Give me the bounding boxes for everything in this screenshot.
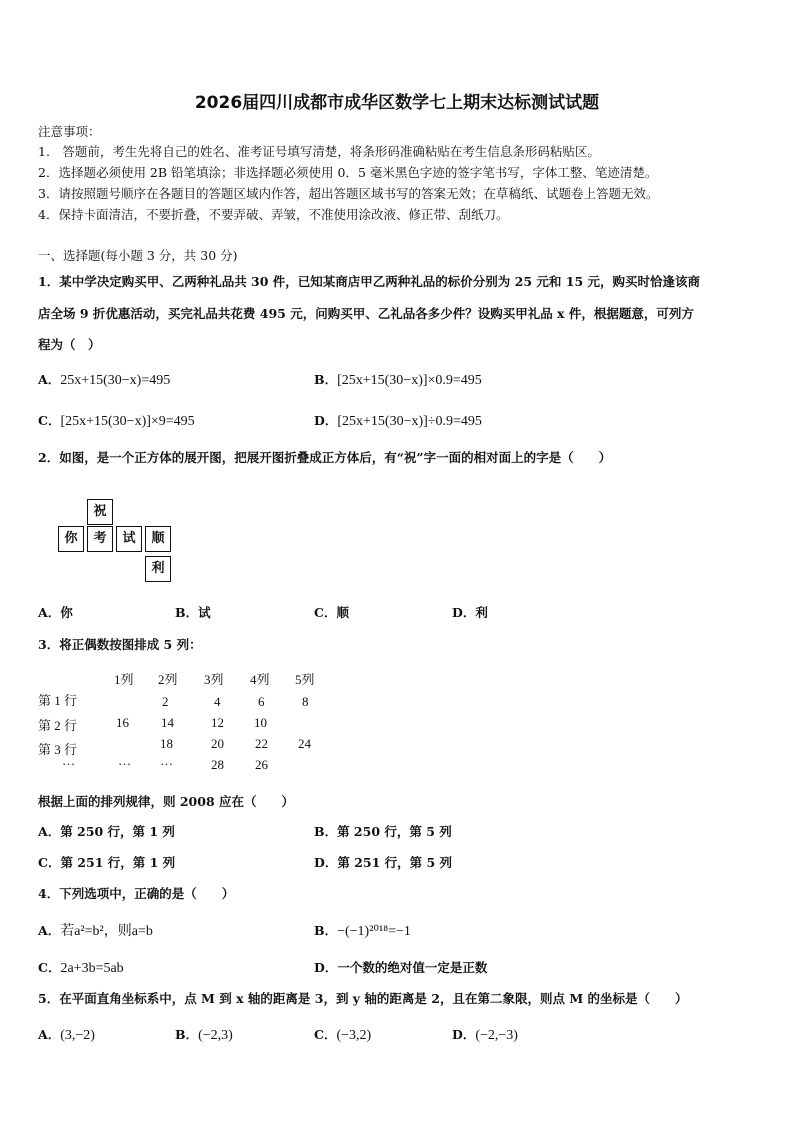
q3-option-a (38, 822, 175, 840)
option-text: 你 (60, 605, 73, 620)
option-text: [25x+15(30−x)]×9=495 (60, 414, 195, 429)
notice-item: 3．请按照题号顺序在各题目的答题区域内作答，超出答题区域书写的答案无效；在草稿纸、试题卷上答题无效。 (38, 186, 659, 201)
option-text: 25x+15(30−x)=495 (60, 373, 171, 388)
net-face-bottom: 利 (145, 556, 171, 582)
q5-option-b (175, 1024, 233, 1044)
q2-option-c (314, 603, 349, 621)
net-face-top: 祝 (87, 499, 113, 525)
q3-option-c (38, 853, 175, 871)
table-header: 3列 (204, 672, 224, 687)
table-cell: 8 (302, 694, 309, 709)
notice-item: 4．保持卡面清洁，不要折叠，不要弄破、弄皱，不准使用涂改液、修正带、刮纸刀。 (38, 207, 509, 222)
q4-option-a (38, 920, 153, 940)
table-cell: 20 (211, 736, 224, 751)
q2-option-d (452, 603, 488, 621)
option-text: [25x+15(30−x)]×0.9=495 (337, 373, 482, 388)
table-cell: 16 (116, 715, 129, 730)
q3-option-b (314, 822, 452, 840)
option-text: (−2,3) (198, 1028, 233, 1043)
row-label: … (62, 753, 75, 768)
option-label: C． (314, 1027, 337, 1042)
option-label: C． (314, 605, 337, 620)
option-text: 第 251 行，第 1 列 (60, 855, 176, 870)
table-header: 2列 (158, 672, 178, 687)
q1-option-c (38, 410, 195, 430)
option-text: (−2,−3) (475, 1028, 518, 1043)
q1-option-d (314, 410, 482, 430)
option-text: 试 (198, 605, 211, 620)
table-cell: 26 (255, 757, 268, 772)
option-label: B． (314, 923, 338, 938)
q3-text: 3．将正偶数按图排成 5 列： (38, 637, 202, 652)
q2-option-a (38, 603, 73, 621)
option-label: B． (175, 605, 199, 620)
q1-line: 店全场 9 折优惠活动，买完礼品共花费 495 元，问购买甲、乙礼品各多少件？设购买甲礼品 x 件，根据题意，可列方 (38, 306, 694, 321)
table-cell: 18 (160, 736, 173, 751)
option-text: [25x+15(30−x)]÷0.9=495 (337, 414, 482, 429)
q4-text: 4．下列选项中，正确的是（ ） (38, 886, 235, 901)
q5-text: 5．在平面直角坐标系中，点 M 到 x 轴的距离是 3，到 y 轴的距离是 2，且在第二象限，则点 M 的坐标是（ ） (38, 991, 688, 1006)
q1-line: 程为（ ） (38, 337, 101, 352)
table-cell: 4 (214, 694, 221, 709)
q4-option-d (314, 958, 487, 976)
option-label: C． (38, 855, 61, 870)
option-label: D． (314, 960, 338, 975)
table-header: 5列 (295, 672, 315, 687)
table-cell: 2 (162, 694, 169, 709)
option-text: 第 250 行，第 1 列 (60, 824, 175, 839)
q5-option-d (452, 1024, 518, 1044)
table-header: 1列 (114, 672, 134, 687)
q3-option-d (314, 853, 452, 871)
option-label: C． (38, 960, 61, 975)
table-cell: … (160, 753, 173, 768)
q1-option-b (314, 369, 482, 389)
option-text: 若a²=b²，则a=b (60, 924, 153, 939)
option-label: A． (38, 605, 61, 620)
q5-option-c (314, 1024, 371, 1044)
option-label: A． (38, 372, 61, 387)
notice-item: 1. 答题前，考生先将自己的姓名、准考证号填写清楚，将条形码准确粘贴在考生信息条形码粘贴区。 (38, 144, 600, 159)
notice-heading: 注意事项： (38, 124, 101, 139)
option-label: A． (38, 923, 61, 938)
net-face: 顺 (145, 526, 171, 552)
option-text: 顺 (336, 605, 349, 620)
row-label: 第 2 行 (38, 718, 78, 733)
q1-line: 1．某中学决定购买甲、乙两种礼品共 30 件，已知某商店甲乙两种礼品的标价分别为 25 元和 15 元，购买时恰逢该商 (38, 274, 700, 289)
option-label: D． (314, 855, 338, 870)
table-cell: 28 (211, 757, 224, 772)
q4-option-b (314, 920, 411, 940)
option-label: D． (452, 1027, 476, 1042)
table-cell: … (118, 753, 131, 768)
option-text: 第 250 行，第 5 列 (337, 824, 452, 839)
option-label: B． (314, 824, 338, 839)
option-label: A． (38, 1027, 61, 1042)
option-text: 第 251 行，第 5 列 (337, 855, 453, 870)
q1-option-a (38, 369, 170, 389)
net-face: 考 (87, 526, 113, 552)
option-text: 利 (475, 605, 488, 620)
table-cell: 14 (161, 715, 174, 730)
q4-option-c (38, 957, 124, 977)
table-cell: 10 (254, 715, 267, 730)
option-text: (3,−2) (60, 1028, 95, 1043)
row-label: 第 1 行 (38, 693, 78, 708)
option-label: B． (175, 1027, 199, 1042)
section-heading: 一、选择题(每小题 3 分，共 30 分) (38, 248, 238, 263)
q2-option-b (175, 603, 211, 621)
option-label: D． (314, 413, 338, 428)
option-text: −(−1)²⁰¹⁸=−1 (337, 924, 411, 939)
q3-question: 根据上面的排列规律，则 2008 应在（ ） (38, 794, 294, 809)
table-cell: 22 (255, 736, 268, 751)
q5-option-a (38, 1024, 95, 1044)
option-text: 一个数的绝对值一定是正数 (337, 960, 488, 975)
table-header: 4列 (250, 672, 270, 687)
option-label: D． (452, 605, 476, 620)
row-label: 第 3 行 (38, 742, 78, 757)
page-title: 2026届四川成都市成华区数学七上期末达标测试试题 (194, 93, 600, 113)
option-label: C． (38, 413, 61, 428)
option-text: 2a+3b=5ab (60, 961, 124, 976)
table-cell: 12 (211, 715, 224, 730)
q2-text: 2．如图，是一个正方体的展开图，把展开图折叠成正方体后，有“祝”字一面的相对面上的字是（ ） (38, 450, 612, 465)
option-text: (−3,2) (336, 1028, 372, 1043)
notice-item: 2．选择题必须使用 2B 铅笔填涂；非选择题必须使用 0．5 毫米黑色字迹的签字笔书写，字体工整、笔迹清楚。 (38, 165, 658, 180)
option-label: A． (38, 824, 61, 839)
option-label: B． (314, 372, 338, 387)
table-cell: 24 (298, 736, 311, 751)
net-face: 你 (58, 526, 84, 552)
net-face: 试 (116, 526, 142, 552)
table-cell: 6 (258, 694, 265, 709)
